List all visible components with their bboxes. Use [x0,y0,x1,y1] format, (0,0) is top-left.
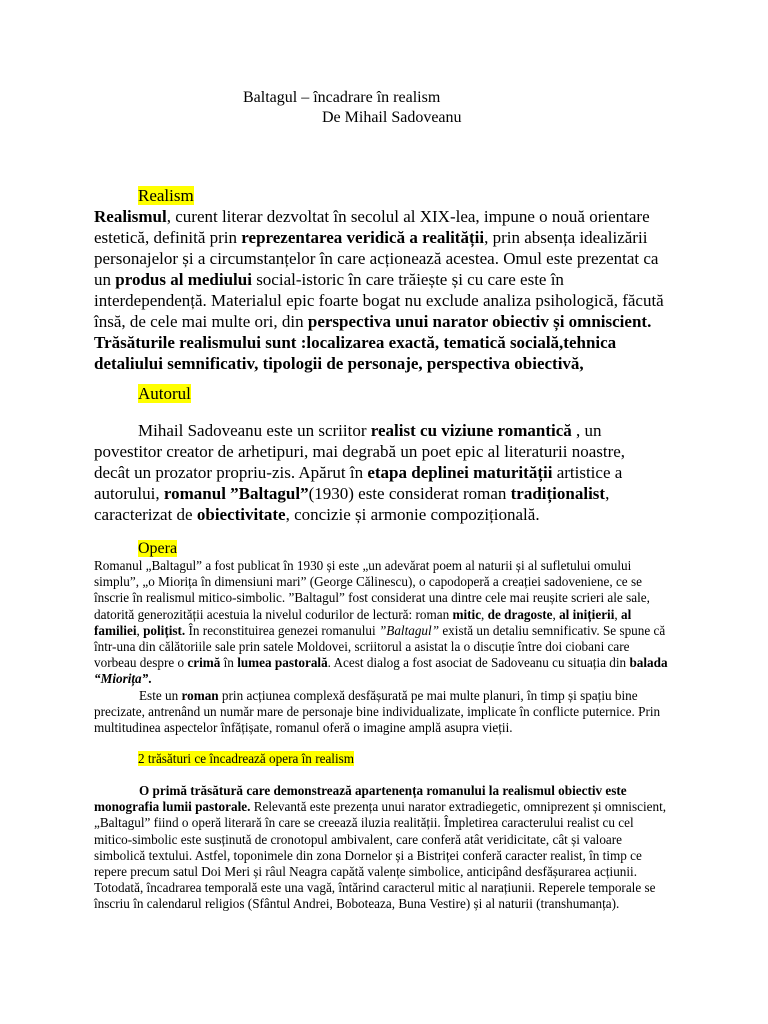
document-author: De Mihail Sadoveanu [322,109,462,126]
autorul-paragraph: Mihail Sadoveanu este un scriitor realist cu viziune romantică , un povestitor creator de arhetipuri, mai degrabă un poet epic al literaturii noastre, decât un prozator propriu-zis. Apărut în etapa deplinei maturității artistice a autorului, romanul ”Baltagul”(1930) este considerat roman tradiționalist, caracterizat de obiectivitate, concizie și armonie compozițională. [94,421,626,524]
heading-realism: Realism [138,186,194,205]
opera-paragraph-1: Romanul „Baltagul” a fost publicat în 1930 și este „un adevărat poem al naturii și al sufletului omului simplu”, „o Miorița în dimensiuni mari” (George Călinescu), o capodoperă a creației sadoveniene, ce se înscrie în realismul mitico-simbolic. ”Baltagul” fost considerat una dintre cele mai reușite scrieri ale sale, datorită generozității acestuia la nivelul codurilor de lectură: roman mitic, de dragoste, al inițierii, al familiei, polițist. În reconstituirea genezei romanului ”Baltagul” există un detaliu semnificativ. Se spune că într-una din călătoriile sale prin satele Moldovei, scriitorul a asistat la o discuție între doi ciobani care vorbeau despre o crimă în lumea pastorală. Acest dialog a fost asociat de Sadoveanu cu situația din balada “Miorița”. [94,558,668,687]
trasaturi-paragraph: O primă trăsătură care demonstrează apartenența romanului la realismul obiectiv este monografia lumii pastorale. Relevantă este prezența unui narator extradiegetic, omniprezent și omniscient, „Baltagul” fiind o operă literară în care se creează iluzia realității. Împletirea caracterului realist cu cel mitico-simbolic este susținută de cronotopul ambivalent, care conferă atât veridicitate, cât și valoare simbolică textului. Astfel, toponimele din zona Dornelor și a Bistriței conferă caracter realist, în timp ce repere precum satul Doi Meri și râul Neagra capătă valențe simbolice, anticipând desfășurarea acțiunii. Totodată, încadrarea temporală este una vagă, întărind caracterul mitic al narațiunii. Reperele temporale se înscriu în calendarul religios (Sfântul Andrei, Boboteaza, Buna Vestire) și al naturii (transhumanța). [94,783,667,912]
heading-autorul: Autorul [138,384,191,403]
document-title: Baltagul – încadrare în realism [243,89,441,106]
heading-trasaturi: 2 trăsături ce încadrează opera în realism [138,751,355,766]
opera-paragraph-2: Este un roman prin acțiunea complexă desfășurată pe mai multe planuri, în timp și spațiu bine precizate, antrenând un număr mare de personaje bine individualizate, implicate în conflicte puternice. Prin multitudinea aspectelor înfățișate, romanul oferă o imagine amplă asupra vieții. [94,687,661,736]
opera-text [94,558,672,736]
heading-opera: Opera [138,540,178,557]
realism-paragraph: Realismul, curent literar dezvoltat în secolul al XIX-lea, impune o nouă orientare estetică, definită prin reprezentarea veridică a realității, prin absența idealizării personajelor și a circumstanțelor în care acționează acestea. Omul este prezentat ca un produs al mediului social-istoric în care trăiește și cu care este în interdependență. Materialul epic foarte bogat nu exclude analiza psihologică, făcută însă, de cele mai multe ori, din perspectiva unui narator obiectiv și omniscient. Trăsăturile realismului sunt :localizarea exactă, tematică socială,tehnica detaliului semnificativ, tipologii de personaje, perspectiva obiectivă, [94,207,664,373]
